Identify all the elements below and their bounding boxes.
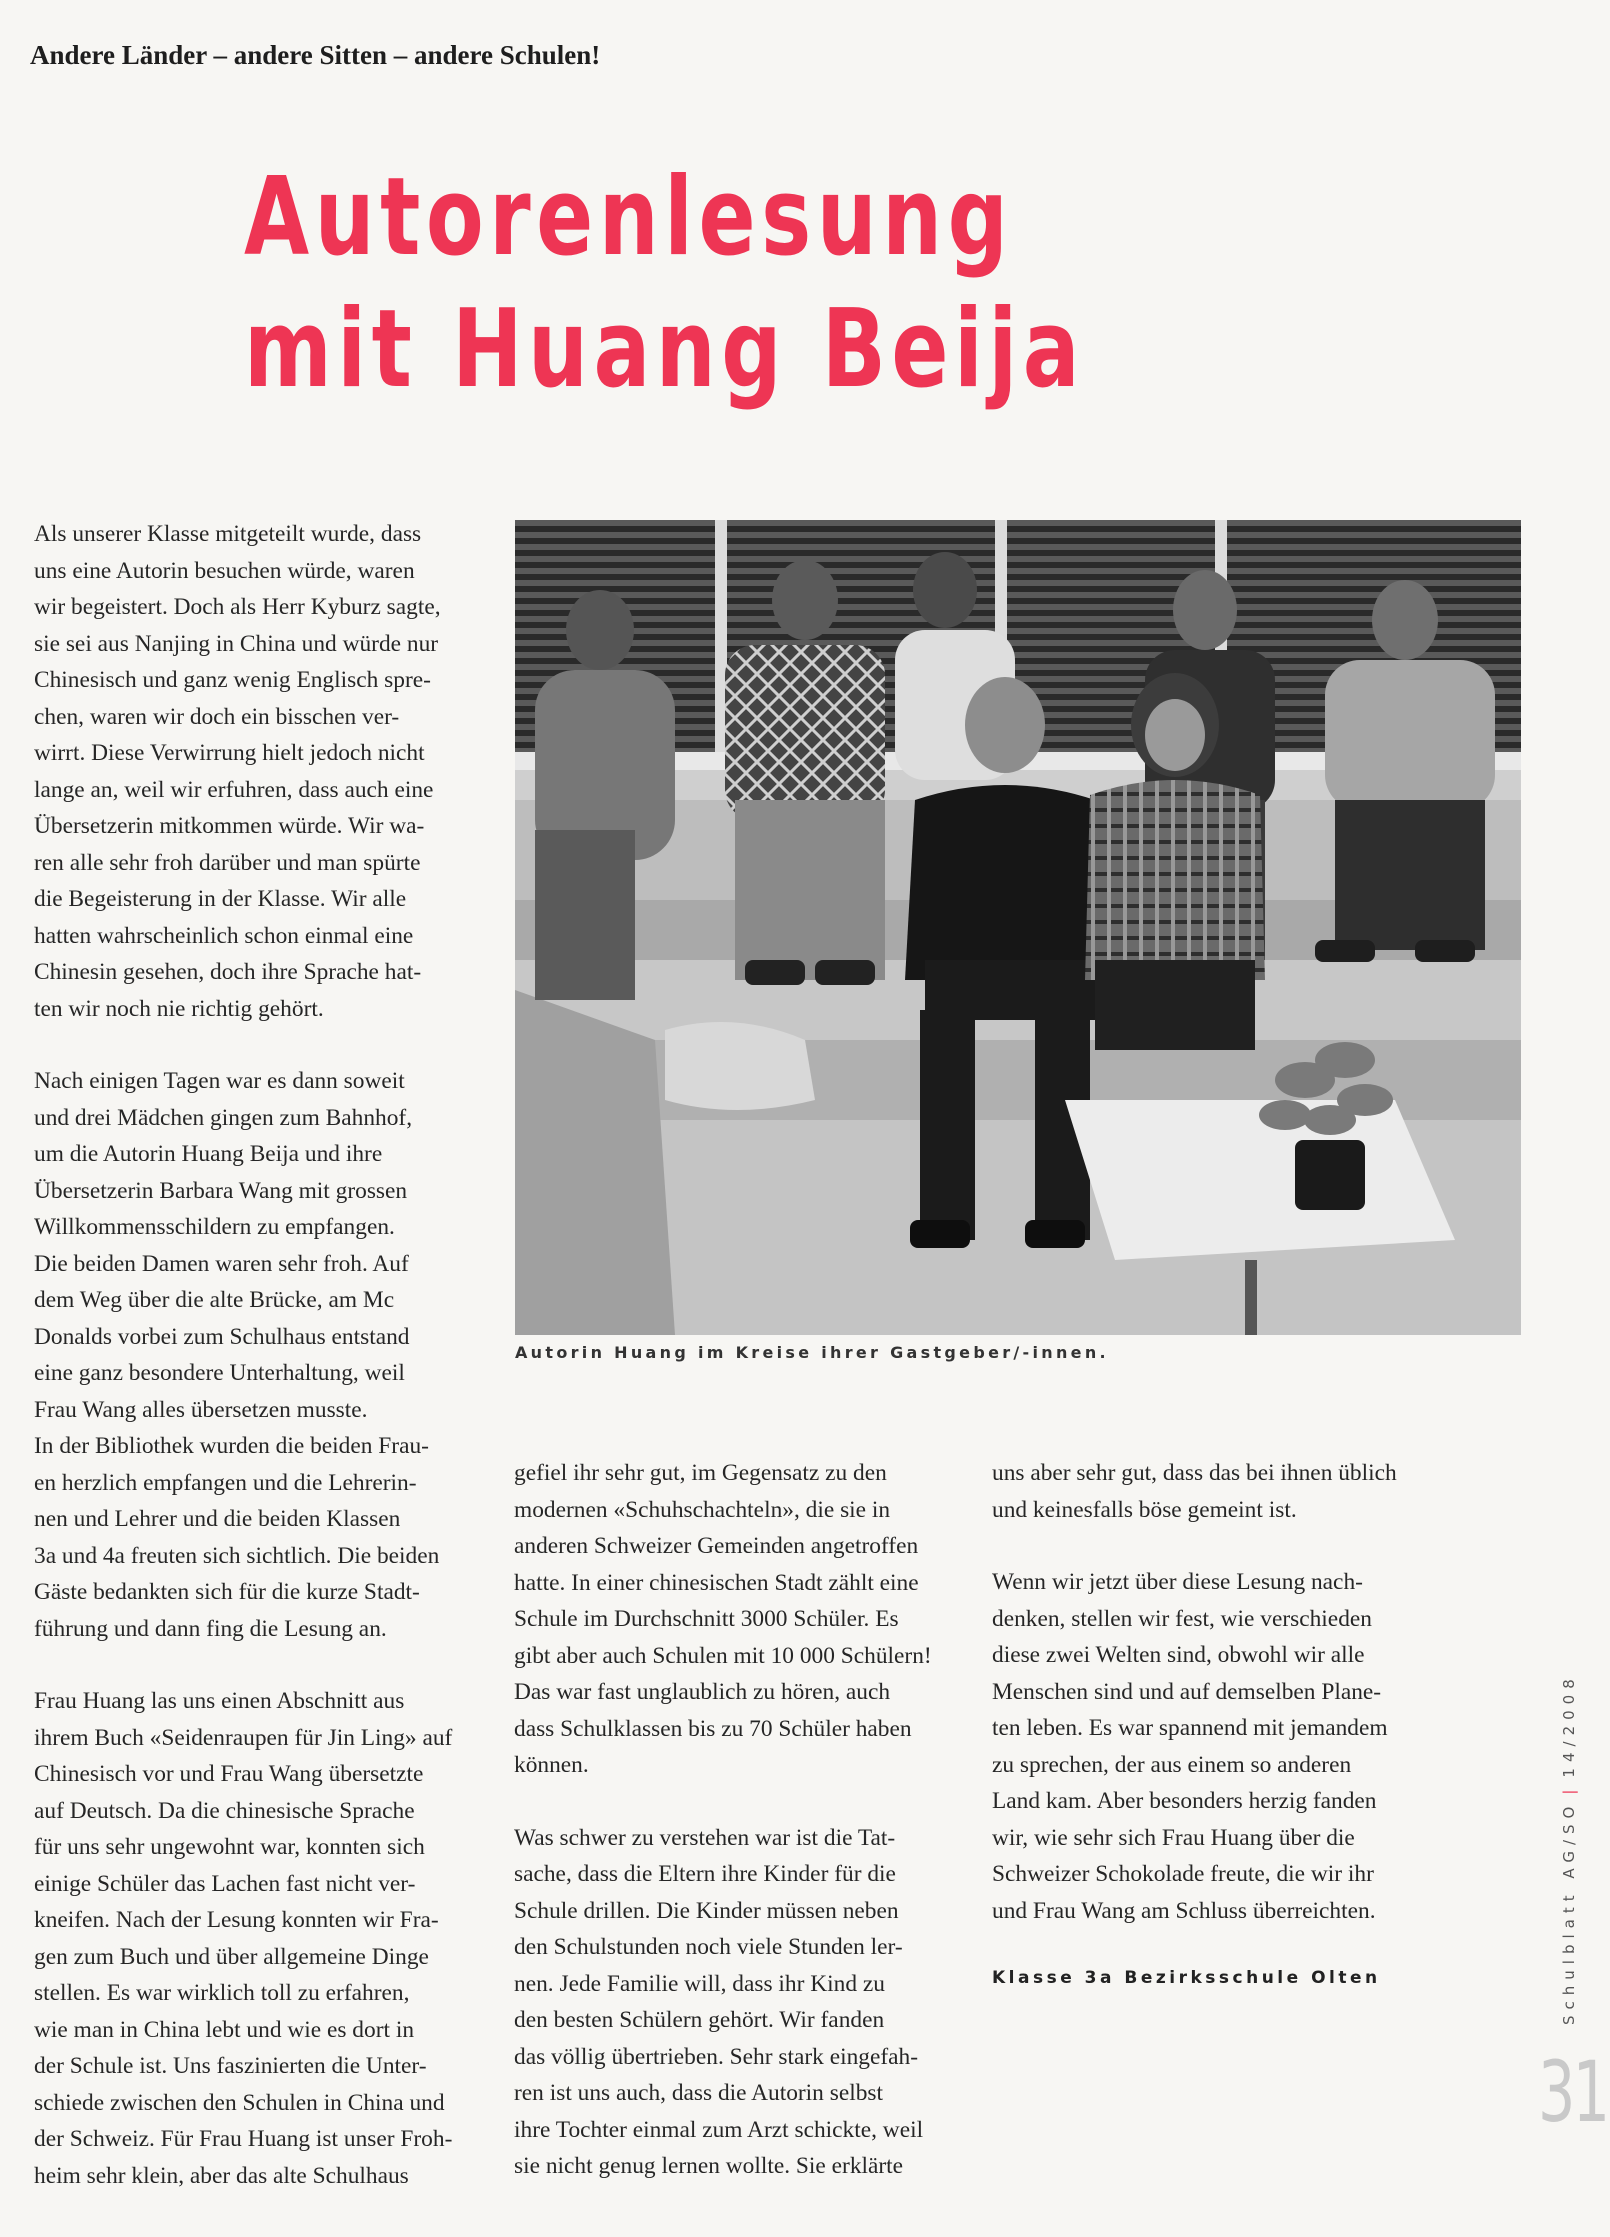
- paragraph: uns aber sehr gut, dass das bei ihnen üblich und keinesfalls böse gemeint ist.: [992, 1460, 1397, 1523]
- issue-number: 14/2008: [1560, 1673, 1578, 1778]
- paragraph: Was schwer zu verstehen war ist die Tat- sache, dass die Eltern ihre Kinder für die Schule drillen. Die Kinder müssen neben den Schulstunden noch viele Stunden ler- nen. Jede Familie will, dass ihr Kind zu den besten Schülern gehört. Wir fanden das völlig übertrieben. Sehr stark eingefah- ren ist uns auch, dass die Autorin selbst ihre Tochter einmal zum Arzt schickte, weil sie nicht genug lernen wollte. Sie erklärte: [514, 1824, 924, 2179]
- photo-caption: Autorin Huang im Kreise ihrer Gastgeber/-innen.: [515, 1343, 1109, 1362]
- article-photo: [515, 520, 1521, 1335]
- article-column-left: [34, 516, 504, 2194]
- article-column-right: [992, 1455, 1462, 1993]
- article-column-middle: [514, 1455, 984, 2185]
- publication-name: Schulblatt AG/SO: [1560, 1800, 1578, 2025]
- headline-line-2: mit Huang Beija: [244, 287, 1086, 412]
- headline-line-1: Autorenlesung: [244, 155, 1014, 280]
- paragraph: Wenn wir jetzt über diese Lesung nach- denken, stellen wir fest, wie verschieden diese zwei Welten sind, obwohl wir alle Menschen sind und auf demselben Plane- ten leben. Es war spannend mit jemandem zu sprechen, der aus einem so anderen Land kam. Aber besonders herzig fanden wir, wie sehr sich Frau Huang über die Schweizer Schokolade freute, die wir ihr und Frau Wang am Schluss überreichten.: [992, 1569, 1388, 1924]
- paragraph: Nach einigen Tagen war es dann soweit und drei Mädchen gingen zum Bahnhof, um die Autorin Huang Beija und ihre Übersetzerin Barbara Wang mit grossen Willkommensschildern zu empfangen. Die beiden Damen waren sehr froh. Auf dem Weg über die alte Brücke, am Mc Donalds vorbei zum Schulhaus entstand eine ganz besondere Unterhaltung, weil Frau Wang alles übersetzen musste. In der Bibliothek wurden die beiden Frau- en herzlich empfangen und die Lehrerin- nen und Lehrer und die beiden Klassen 3a und 4a freuten sich sichtlich. Die beiden Gäste bedankten sich für die kurze Stadt- führung und dann fing die Lesung an.: [34, 1068, 440, 1642]
- article-headline: [244, 152, 1085, 416]
- author-signature: Klasse 3a Bezirksschule Olten: [992, 1968, 1381, 1988]
- group-photo-illustration: [515, 520, 1521, 1335]
- page-number: 31: [1538, 2043, 1608, 2141]
- section-kicker: Andere Länder – andere Sitten – andere Schulen!: [30, 40, 601, 70]
- publication-sidebar: [1560, 1673, 1578, 2025]
- paragraph: gefiel ihr sehr gut, im Gegensatz zu den modernen «Schuhschachteln», die sie in anderen Schweizer Gemeinden angetroffen hatte. In einer chinesischen Stadt zählt eine Schule im Durchschnitt 3000 Schüler. Es gibt aber auch Schulen mit 10 000 Schülern! Das war fast unglaublich zu hören, auch dass Schulklassen bis zu 70 Schüler haben können.: [514, 1460, 932, 1778]
- paragraph: Frau Huang las uns einen Abschnitt aus ihrem Buch «Seidenraupen für Jin Ling» auf Chinesisch vor und Frau Wang übersetzte auf Deutsch. Da die chinesische Sprache für uns sehr ungewohnt war, konnten sich einige Schüler das Lachen fast nicht ver- kneifen. Nach der Lesung konnten wir Fra- gen zum Buch und über allgemeine Dinge stellen. Es war wirklich toll zu erfahren, wie man in China lebt und wie es dort in der Schule ist. Uns faszinierten die Unter- schiede zwischen den Schulen in China und der Schweiz. Für Frau Huang ist unser Froh- heim sehr klein, aber das alte Schulhaus: [34, 1688, 453, 2189]
- separator: |: [1560, 1783, 1578, 1795]
- paragraph: Als unserer Klasse mitgeteilt wurde, dass uns eine Autorin besuchen würde, waren wir begeistert. Doch als Herr Kyburz sagte, sie sei aus Nanjing in China und würde nur Chinesisch und ganz wenig Englisch spre- chen, waren wir doch ein bisschen ver- wirrt. Diese Verwirrung hielt jedoch nicht lange an, weil wir erfuhren, dass auch eine Übersetzerin mitkommen würde. Wir wa- ren alle sehr froh darüber und man spürte die Begeisterung in der Klasse. Wir alle hatten wahrscheinlich schon einmal eine Chinesin gesehen, doch ihre Sprache hat- ten wir noch nie richtig gehört.: [34, 521, 441, 1022]
